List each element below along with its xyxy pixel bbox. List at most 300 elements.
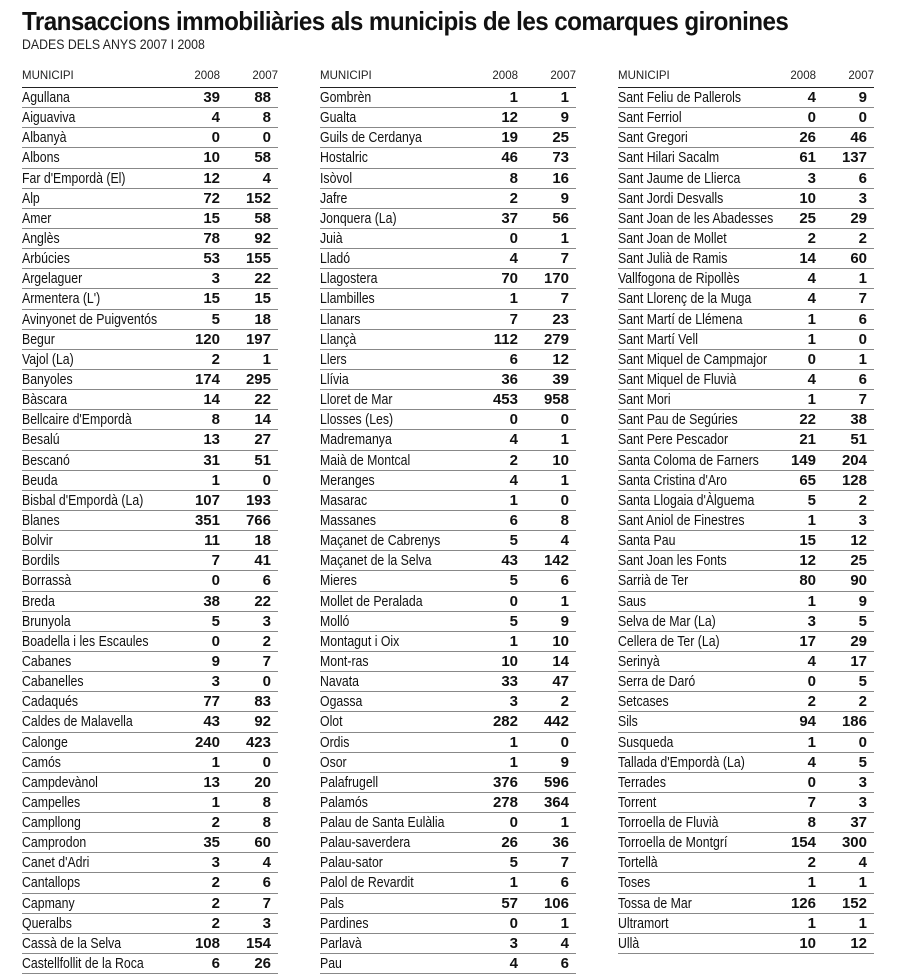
value-2008: 1 [807, 330, 816, 348]
table-row [320, 491, 576, 511]
value-2007: 51 [254, 451, 271, 469]
table-row [618, 471, 874, 491]
municipality-name: Mollet de Peralada [320, 592, 423, 610]
municipality-name: Sant Ferriol [618, 109, 682, 127]
value-2008: 3 [509, 934, 518, 952]
table-row [22, 310, 278, 330]
municipality-name: Montagut i Oix [320, 632, 400, 650]
table-row [320, 592, 576, 612]
municipality-name: Vajol (La) [22, 350, 74, 368]
value-2007: 0 [858, 733, 867, 751]
municipality-name: Parlavà [320, 934, 362, 952]
municipality-name: Campelles [22, 793, 81, 811]
table-row [22, 592, 278, 612]
value-2007: 27 [254, 431, 271, 449]
value-2007: 18 [254, 310, 271, 328]
value-2007: 39 [552, 370, 569, 388]
municipality-name: Mont-ras [320, 652, 369, 670]
table-row [320, 813, 576, 833]
value-2008: 46 [501, 149, 518, 167]
municipality-name: Albanyà [22, 129, 67, 147]
value-2007: 2 [858, 693, 867, 711]
table-row [618, 612, 874, 632]
value-2008: 4 [211, 109, 220, 127]
value-2008: 5 [509, 532, 518, 550]
value-2008: 7 [807, 793, 816, 811]
table-row [22, 571, 278, 591]
table-row [320, 511, 576, 531]
value-2008: 8 [509, 169, 518, 187]
municipality-name: Sant Martí Vell [618, 330, 698, 348]
value-2007: 22 [254, 270, 271, 288]
value-2008: 1 [807, 310, 816, 328]
municipality-name: Sant Gregori [618, 129, 688, 147]
header-municipi: MUNICIPI [618, 70, 670, 82]
table-row [618, 491, 874, 511]
municipality-name: Cabanelles [22, 673, 84, 691]
table-row [320, 451, 576, 471]
value-2008: 5 [509, 854, 518, 872]
value-2008: 4 [509, 250, 518, 268]
table-row [22, 652, 278, 672]
value-2008: 1 [807, 914, 816, 932]
table-row [320, 551, 576, 571]
value-2007: 22 [254, 391, 271, 409]
table-row [320, 229, 576, 249]
municipality-name: Sant Pere Pescador [618, 431, 729, 449]
value-2008: 282 [492, 713, 518, 731]
value-2008: 1 [509, 290, 518, 308]
table-row [320, 531, 576, 551]
value-2007: 3 [858, 189, 867, 207]
table-row [320, 88, 576, 108]
municipality-name: Maçanet de Cabrenys [320, 532, 441, 550]
value-2008: 278 [492, 793, 518, 811]
value-2008: 94 [799, 713, 816, 731]
value-2008: 0 [509, 411, 518, 429]
value-2008: 6 [211, 955, 220, 973]
table-row [320, 370, 576, 390]
table-row [22, 249, 278, 269]
table-row [22, 954, 278, 974]
value-2007: 14 [552, 652, 569, 670]
value-2007: 3 [858, 511, 867, 529]
municipality-name: Lloret de Mar [320, 391, 393, 409]
table-row [618, 733, 874, 753]
municipality-name: Palamós [320, 793, 368, 811]
municipality-name: Sant Martí de Llémena [618, 310, 743, 328]
value-2007: 2 [262, 632, 271, 650]
value-2007: 0 [858, 109, 867, 127]
value-2008: 78 [203, 229, 220, 247]
table-row [618, 551, 874, 571]
municipality-name: Setcases [618, 693, 669, 711]
value-2008: 43 [203, 713, 220, 731]
table-row [320, 390, 576, 410]
value-2007: 3 [262, 612, 271, 630]
table-row [618, 592, 874, 612]
table-row [320, 692, 576, 712]
municipality-name: Far d'Empordà (El) [22, 169, 126, 187]
municipality-name: Santa Coloma de Farners [618, 451, 759, 469]
value-2008: 31 [203, 451, 220, 469]
table-row [22, 733, 278, 753]
table-row [618, 672, 874, 692]
header-2007: 2007 [848, 70, 874, 82]
table-row [320, 289, 576, 309]
municipality-name: Llers [320, 350, 347, 368]
municipality-name: Olot [320, 713, 343, 731]
value-2007: 9 [858, 89, 867, 106]
municipality-name: Tallada d'Empordà (La) [618, 753, 745, 771]
value-2007: 4 [262, 169, 271, 187]
table-row [320, 148, 576, 168]
table-row [22, 793, 278, 813]
value-2008: 174 [194, 370, 220, 388]
value-2007: 2 [858, 491, 867, 509]
municipality-name: Pardines [320, 914, 369, 932]
value-2008: 10 [799, 934, 816, 952]
value-2007: 5 [858, 673, 867, 691]
value-2008: 0 [509, 814, 518, 832]
header-municipi: MUNICIPI [22, 70, 74, 82]
municipality-name: Cadaqués [22, 693, 79, 711]
value-2008: 107 [194, 491, 220, 509]
value-2007: 8 [560, 511, 569, 529]
value-2008: 1 [509, 733, 518, 751]
table-row [320, 934, 576, 954]
value-2007: 1 [560, 431, 569, 449]
value-2007: 3 [262, 914, 271, 932]
municipality-name: Queralbs [22, 914, 72, 932]
value-2007: 9 [560, 189, 569, 207]
municipality-name: Navata [320, 673, 359, 691]
municipality-name: Camprodon [22, 834, 87, 852]
value-2007: 0 [262, 129, 271, 147]
value-2008: 0 [211, 129, 220, 147]
table-row [320, 632, 576, 652]
table-column-1 [22, 67, 278, 974]
table-row [618, 330, 874, 350]
table-row [22, 894, 278, 914]
value-2007: 7 [858, 290, 867, 308]
value-2008: 0 [807, 773, 816, 791]
value-2007: 6 [560, 572, 569, 590]
value-2007: 295 [245, 370, 271, 388]
value-2007: 92 [254, 713, 271, 731]
value-2008: 61 [799, 149, 816, 167]
value-2008: 13 [203, 773, 220, 791]
header-2008: 2008 [790, 70, 816, 82]
value-2007: 142 [543, 552, 569, 570]
value-2008: 36 [501, 370, 518, 388]
value-2007: 60 [850, 250, 867, 268]
municipality-name: Santa Cristina d'Aro [618, 471, 728, 489]
municipality-name: Maià de Montcal [320, 451, 411, 469]
municipality-name: Selva de Mar (La) [618, 612, 716, 630]
municipality-name: Molló [320, 612, 350, 630]
municipality-name: Llambilles [320, 290, 375, 308]
municipality-name: Torroella de Fluvià [618, 814, 719, 832]
value-2008: 126 [790, 894, 816, 912]
table-row [320, 128, 576, 148]
value-2008: 2 [211, 350, 220, 368]
table-row [618, 88, 874, 108]
value-2008: 25 [799, 209, 816, 227]
value-2008: 112 [493, 330, 518, 348]
value-2008: 1 [509, 89, 518, 106]
municipality-name: Sant Mori [618, 391, 671, 409]
municipality-name: Gombrèn [320, 89, 372, 106]
table-row [320, 712, 576, 732]
table-row [320, 410, 576, 430]
municipality-name: Cellera de Ter (La) [618, 632, 720, 650]
municipality-name: Avinyonet de Puigventós [22, 310, 158, 328]
municipality-name: Arbúcies [22, 250, 70, 268]
value-2007: 137 [841, 149, 867, 167]
table-row [22, 471, 278, 491]
table-row [22, 491, 278, 511]
municipality-name: Juià [320, 229, 343, 247]
table-row [22, 712, 278, 732]
table-row [22, 410, 278, 430]
table-row [618, 370, 874, 390]
value-2008: 0 [807, 673, 816, 691]
table-row [618, 853, 874, 873]
value-2008: 5 [509, 612, 518, 630]
municipality-name: Sant Joan de Mollet [618, 229, 727, 247]
municipality-name: Ullà [618, 934, 640, 952]
value-2007: 364 [543, 793, 569, 811]
value-2007: 4 [560, 934, 569, 952]
value-2008: 1 [807, 511, 816, 529]
table-row [22, 813, 278, 833]
table-row [320, 108, 576, 128]
table-column-2 [320, 67, 576, 974]
value-2008: 6 [509, 350, 518, 368]
table-row [618, 289, 874, 309]
value-2008: 22 [799, 411, 816, 429]
table-row [320, 269, 576, 289]
municipality-name: Albons [22, 149, 60, 167]
municipality-name: Serinyà [618, 652, 660, 670]
value-2007: 0 [560, 411, 569, 429]
municipality-name: Maçanet de la Selva [320, 552, 432, 570]
value-2007: 170 [543, 270, 569, 288]
municipality-name: Sant Julià de Ramis [618, 250, 728, 268]
value-2007: 58 [254, 149, 271, 167]
value-2007: 9 [560, 109, 569, 127]
value-2008: 26 [799, 129, 816, 147]
value-2008: 35 [203, 834, 220, 852]
table-row [22, 430, 278, 450]
value-2008: 240 [194, 733, 220, 751]
value-2007: 5 [858, 753, 867, 771]
table-row [618, 108, 874, 128]
table-row [618, 511, 874, 531]
table-row [320, 350, 576, 370]
value-2007: 0 [560, 491, 569, 509]
value-2007: 56 [552, 209, 569, 227]
value-2008: 1 [211, 471, 220, 489]
table-row [320, 189, 576, 209]
table-row [22, 128, 278, 148]
value-2008: 376 [492, 773, 518, 791]
value-2007: 9 [858, 592, 867, 610]
value-2007: 6 [560, 955, 569, 973]
municipality-name: Brunyola [22, 612, 71, 630]
table-row [22, 189, 278, 209]
table-row [22, 148, 278, 168]
table-row [320, 954, 576, 974]
value-2008: 2 [211, 874, 220, 892]
table-row [618, 189, 874, 209]
table-row [22, 914, 278, 934]
value-2008: 2 [509, 189, 518, 207]
value-2008: 72 [203, 189, 220, 207]
value-2007: 7 [262, 894, 271, 912]
municipality-name: Palau de Santa Eulàlia [320, 814, 445, 832]
table-row [618, 229, 874, 249]
municipality-name: Cantallops [22, 874, 81, 892]
value-2008: 4 [807, 89, 816, 106]
value-2007: 26 [254, 955, 271, 973]
table-row [618, 934, 874, 954]
table-row [22, 873, 278, 893]
value-2007: 5 [858, 612, 867, 630]
municipality-name: Llosses (Les) [320, 411, 394, 429]
table-row [320, 672, 576, 692]
header-2008: 2008 [194, 70, 220, 82]
value-2008: 3 [211, 854, 220, 872]
municipality-name: Sant Feliu de Pallerols [618, 89, 742, 106]
municipality-name: Ogassa [320, 693, 363, 711]
table-row [320, 310, 576, 330]
value-2008: 6 [509, 511, 518, 529]
value-2008: 2 [807, 854, 816, 872]
table-row [22, 672, 278, 692]
municipality-name: Masarac [320, 491, 368, 509]
value-2007: 10 [552, 451, 569, 469]
table-row [320, 249, 576, 269]
municipality-name: Toses [618, 874, 651, 892]
table-row [22, 108, 278, 128]
value-2008: 0 [807, 350, 816, 368]
value-2008: 77 [203, 693, 220, 711]
municipality-name: Canet d'Adri [22, 854, 90, 872]
table-row [320, 330, 576, 350]
municipality-name: Mieres [320, 572, 357, 590]
value-2008: 7 [509, 310, 518, 328]
table-row [320, 571, 576, 591]
value-2008: 351 [194, 511, 220, 529]
municipality-name: Campdevànol [22, 773, 98, 791]
value-2008: 15 [203, 209, 220, 227]
municipality-name: Isòvol [320, 169, 353, 187]
municipality-name: Torroella de Montgrí [618, 834, 728, 852]
value-2007: 106 [543, 894, 569, 912]
value-2008: 43 [501, 552, 518, 570]
value-2007: 152 [841, 894, 867, 912]
value-2008: 1 [509, 632, 518, 650]
municipality-name: Ultramort [618, 914, 669, 932]
value-2007: 15 [254, 290, 271, 308]
municipality-name: Llanars [320, 310, 361, 328]
value-2007: 1 [560, 229, 569, 247]
value-2007: 128 [841, 471, 867, 489]
table-row [320, 209, 576, 229]
municipality-name: Sils [618, 713, 638, 731]
table-row [22, 209, 278, 229]
value-2008: 5 [509, 572, 518, 590]
value-2007: 7 [560, 854, 569, 872]
value-2008: 3 [509, 693, 518, 711]
value-2008: 12 [203, 169, 220, 187]
value-2008: 0 [509, 592, 518, 610]
value-2007: 6 [560, 874, 569, 892]
municipality-name: Sant Miquel de Fluvià [618, 370, 737, 388]
table-row [22, 269, 278, 289]
municipality-name: Besalú [22, 431, 60, 449]
municipality-name: Massanes [320, 511, 377, 529]
value-2007: 279 [543, 330, 569, 348]
municipality-name: Saus [618, 592, 647, 610]
table-row [22, 350, 278, 370]
municipality-name: Sant Hilari Sacalm [618, 149, 720, 167]
municipality-name: Palau-sator [320, 854, 383, 872]
value-2007: 204 [841, 451, 867, 469]
value-2008: 0 [509, 229, 518, 247]
municipality-name: Bescanó [22, 451, 70, 469]
table-row [618, 652, 874, 672]
value-2008: 1 [211, 793, 220, 811]
page-subtitle: DADES DELS ANYS 2007 I 2008 [22, 36, 205, 52]
value-2007: 25 [552, 129, 569, 147]
value-2008: 4 [509, 471, 518, 489]
table-row [22, 289, 278, 309]
table-row [22, 833, 278, 853]
value-2008: 3 [211, 673, 220, 691]
value-2008: 11 [204, 532, 220, 550]
table-row [618, 430, 874, 450]
municipality-name: Bisbal d'Empordà (La) [22, 491, 144, 509]
municipality-name: Madremanya [320, 431, 392, 449]
table-row [22, 551, 278, 571]
value-2007: 596 [543, 773, 569, 791]
value-2008: 12 [799, 552, 816, 570]
value-2007: 6 [858, 169, 867, 187]
value-2008: 21 [799, 431, 816, 449]
table-row [618, 773, 874, 793]
value-2008: 0 [509, 914, 518, 932]
header-municipi: MUNICIPI [320, 70, 372, 82]
value-2007: 1 [858, 874, 867, 892]
value-2007: 6 [262, 874, 271, 892]
table-row [22, 934, 278, 954]
municipality-name: Bellcaire d'Empordà [22, 411, 132, 429]
value-2008: 453 [492, 391, 518, 409]
municipality-name: Serra de Daró [618, 673, 696, 691]
value-2007: 0 [262, 673, 271, 691]
municipality-name: Llagostera [320, 270, 378, 288]
value-2008: 3 [807, 169, 816, 187]
value-2007: 7 [262, 652, 271, 670]
value-2007: 7 [560, 250, 569, 268]
municipality-name: Argelaguer [22, 270, 83, 288]
value-2007: 6 [262, 572, 271, 590]
municipality-name: Pau [320, 955, 342, 973]
value-2008: 1 [509, 753, 518, 771]
